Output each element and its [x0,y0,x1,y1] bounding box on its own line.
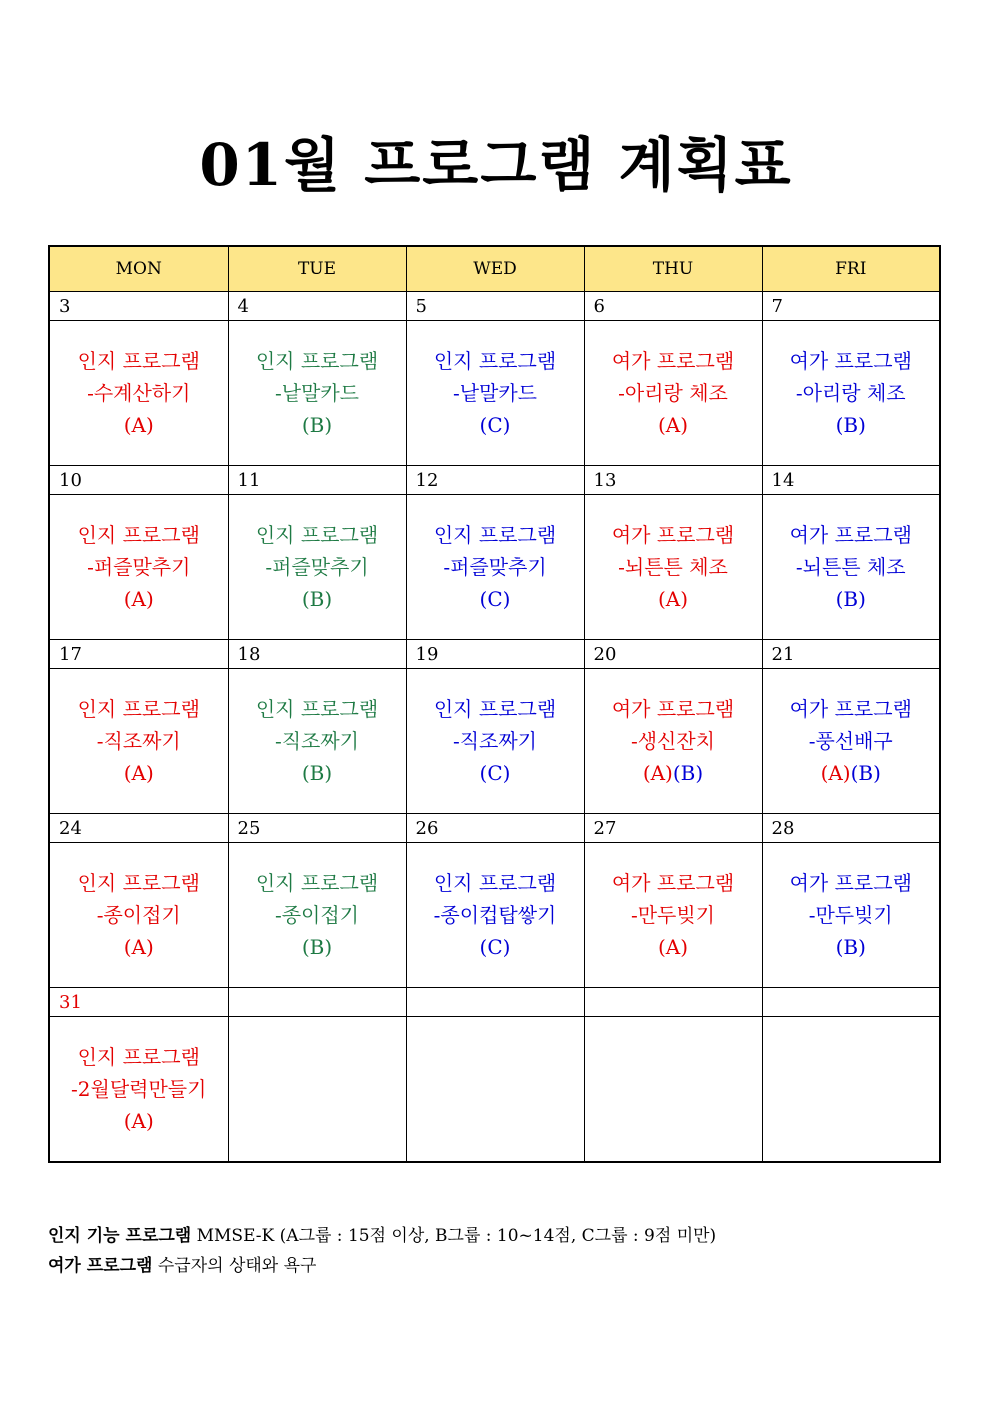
group-a: (A) [820,761,851,785]
program-group: (C) [479,413,511,437]
program-group: (C) [479,587,511,611]
program-activity: -만두빚기 [630,903,716,927]
weekday-header-row [49,246,940,292]
date-number: 26 [406,814,584,843]
program-activity: -직조짜기 [452,729,538,753]
program-title: 여가 프로그램 [789,871,912,895]
program-cell [406,321,584,466]
date-row [49,292,940,321]
program-group: (B) [835,413,866,437]
date-number: 14 [762,466,940,495]
program-title: 인지 프로그램 [433,523,557,547]
program-cell [762,321,940,466]
program-activity: -뇌튼튼 체조 [795,555,906,579]
date-number: 7 [762,292,940,321]
program-title: 여가 프로그램 [611,871,735,895]
program-cell [406,669,584,814]
date-number: 13 [584,466,762,495]
date-number: 10 [49,466,228,495]
group-a: (A) [642,761,673,785]
program-group: (B) [301,413,333,437]
program-title: 인지 프로그램 [433,349,557,373]
program-cell [228,669,406,814]
program-activity: -퍼즐맞추기 [443,555,547,579]
program-group: (B) [301,587,333,611]
program-group: (A) [657,587,689,611]
program-cell [762,669,940,814]
empty-cell [762,1017,940,1163]
program-activity: -낱말카드 [452,381,538,405]
legend-text: 수급자의 상태와 욕구 [152,1256,317,1276]
program-row [49,843,940,988]
date-number: 17 [49,640,228,669]
program-activity: -퍼즐맞추기 [265,555,369,579]
program-group: (A) [123,413,154,437]
program-title: 인지 프로그램 [255,349,379,373]
program-title: 인지 프로그램 [433,871,557,895]
date-number [762,988,940,1017]
empty-cell [406,1017,584,1163]
program-cell [49,843,228,988]
program-group: (B) [835,587,866,611]
program-activity: -생신잔치 [630,729,716,753]
program-group: (A) [123,935,154,959]
program-activity: -종이접기 [274,903,360,927]
program-title: 여가 프로그램 [789,523,912,547]
header-tue: TUE [228,246,406,292]
program-group [585,757,762,789]
program-cell [406,495,584,640]
program-title: 여가 프로그램 [611,697,735,721]
program-cell [228,843,406,988]
program-title: 인지 프로그램 [433,697,557,721]
program-activity: -낱말카드 [274,381,360,405]
program-title: 인지 프로그램 [77,871,200,895]
date-number [228,988,406,1017]
program-group: (B) [835,935,866,959]
header-fri: FRI [762,246,940,292]
program-row [49,1017,940,1163]
program-group [763,757,940,789]
program-title: 여가 프로그램 [789,697,912,721]
program-group: (B) [301,761,333,785]
program-title: 여가 프로그램 [789,349,912,373]
program-row [49,321,940,466]
program-activity: -뇌튼튼 체조 [618,555,728,579]
program-title: 인지 프로그램 [255,871,379,895]
program-cell [584,495,762,640]
page-title: 01월 프로그램 계획표 [199,131,793,199]
program-group: (A) [123,587,154,611]
program-cell [228,495,406,640]
program-title: 여가 프로그램 [611,523,735,547]
date-number: 27 [584,814,762,843]
date-number: 28 [762,814,940,843]
program-activity: -퍼즐맞추기 [87,555,191,579]
empty-cell [228,1017,406,1163]
program-row [49,669,940,814]
date-number: 5 [406,292,584,321]
header-thu: THU [584,246,762,292]
program-cell [584,321,762,466]
legend-label: 인지 기능 프로그램 [48,1226,192,1246]
date-number: 19 [406,640,584,669]
program-cell [49,1017,228,1163]
date-number: 3 [49,292,228,321]
legend-text: MMSE-K (A그룹 : 15점 이상, B그룹 : 10~14점, C그룹 : 9점 미만) [191,1226,717,1246]
date-number: 11 [228,466,406,495]
program-title: 인지 프로그램 [77,523,200,547]
program-activity: -종이접기 [96,903,181,927]
date-number: 20 [584,640,762,669]
program-group: (A) [123,1109,154,1133]
program-activity: -종이컵탑쌓기 [433,903,557,927]
program-group: (A) [657,413,689,437]
program-activity: -직조짜기 [96,729,181,753]
program-group: (C) [479,761,511,785]
program-title: 여가 프로그램 [611,349,735,373]
group-b: (B) [672,761,704,785]
program-title: 인지 프로그램 [77,1045,200,1069]
program-activity: -만두빚기 [808,903,893,927]
program-cell [49,669,228,814]
date-row [49,466,940,495]
date-number: 25 [228,814,406,843]
date-number [584,988,762,1017]
program-title: 인지 프로그램 [77,349,200,373]
program-cell [762,843,940,988]
program-cell [406,843,584,988]
program-activity: -아리랑 체조 [795,381,906,405]
program-title: 인지 프로그램 [255,697,379,721]
program-cell [584,843,762,988]
program-activity: -2월달력만들기 [71,1077,207,1101]
program-cell [762,495,940,640]
date-row [49,988,940,1017]
date-number: 24 [49,814,228,843]
legend-leisure [48,1253,316,1279]
date-number: 18 [228,640,406,669]
program-title: 인지 프로그램 [255,523,379,547]
program-group: (C) [479,935,511,959]
date-number: 21 [762,640,940,669]
program-activity: -직조짜기 [274,729,360,753]
legend-label: 여가 프로그램 [48,1256,153,1276]
header-mon: MON [49,246,228,292]
program-title: 인지 프로그램 [77,697,200,721]
date-number: 12 [406,466,584,495]
group-b: (B) [850,761,881,785]
program-cell [584,669,762,814]
program-group: (A) [123,761,154,785]
program-group: (B) [301,935,333,959]
program-cell [49,321,228,466]
program-activity: -아리랑 체조 [618,381,728,405]
program-group: (A) [657,935,689,959]
date-number: 4 [228,292,406,321]
calendar-table [48,245,941,1163]
program-activity: -풍선배구 [808,729,893,753]
date-row [49,640,940,669]
date-number: 31 [49,988,228,1017]
date-number [406,988,584,1017]
date-row [49,814,940,843]
program-cell [228,321,406,466]
date-number: 6 [584,292,762,321]
header-wed: WED [406,246,584,292]
program-row [49,495,940,640]
program-activity: -수계산하기 [87,381,191,405]
empty-cell [584,1017,762,1163]
legend-cognitive [48,1223,716,1249]
program-cell [49,495,228,640]
